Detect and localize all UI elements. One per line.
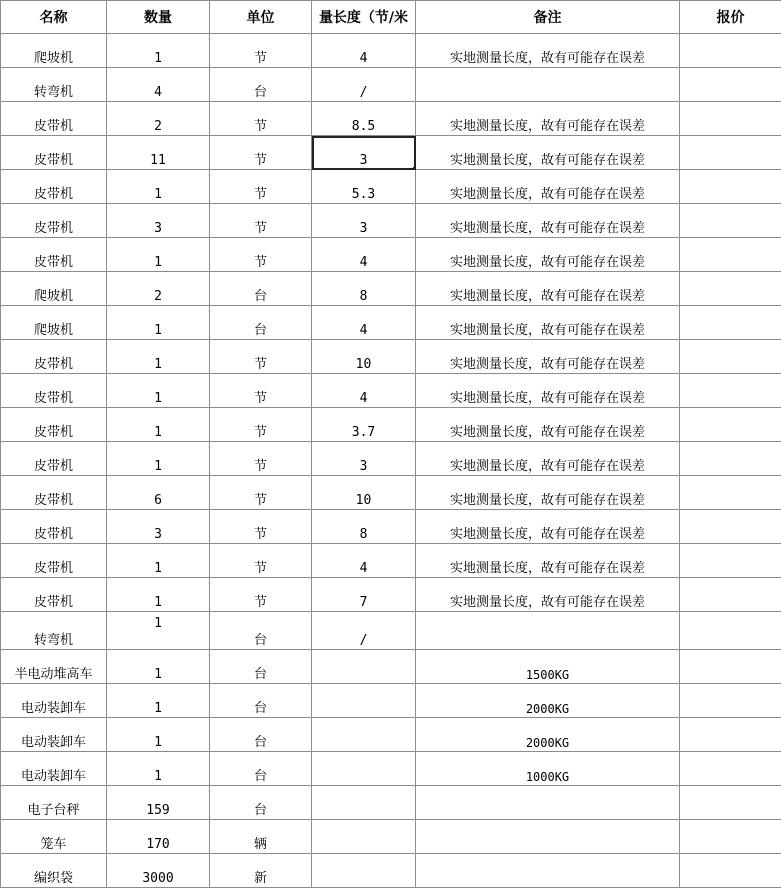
cell-price[interactable] [680,408,781,442]
table-row [1,718,781,752]
header-length[interactable]: 量长度（节/米 [312,1,416,34]
cell-note[interactable] [416,854,680,888]
table-row [1,650,781,684]
cell-qty[interactable]: 3000 [107,854,210,888]
cell-note[interactable]: 2000KG [416,718,680,752]
cell-unit[interactable]: 台 [210,272,312,306]
cell-name[interactable]: 转弯机 [1,68,107,102]
header-unit[interactable]: 单位 [210,1,312,34]
cell-note[interactable]: 实地测量长度，故有可能存在误差 [416,170,680,204]
cell-unit[interactable]: 节 [210,340,312,374]
cell-qty[interactable]: 11 [107,136,210,170]
cell-qty[interactable]: 1 [107,718,210,752]
cell-length[interactable]: / [312,612,416,650]
cell-name[interactable]: 皮带机 [1,510,107,544]
cell-price[interactable] [680,544,781,578]
cell-note[interactable] [416,820,680,854]
cell-qty[interactable]: 159 [107,786,210,820]
cell-unit[interactable]: 台 [210,752,312,786]
header-qty[interactable]: 数量 [107,1,210,34]
cell-unit[interactable]: 台 [210,306,312,340]
cell-unit[interactable]: 台 [210,68,312,102]
cell-price[interactable] [680,68,781,102]
table-body [1,34,781,888]
cell-unit[interactable]: 节 [210,510,312,544]
cell-note[interactable] [416,786,680,820]
cell-length[interactable] [312,854,416,888]
table-row [1,238,781,272]
cell-unit[interactable]: 辆 [210,820,312,854]
cell-length[interactable]: 10 [312,476,416,510]
cell-price[interactable] [680,272,781,306]
cell-qty[interactable]: 1 [107,374,210,408]
cell-length[interactable]: 8.5 [312,102,416,136]
cell-qty[interactable]: 6 [107,476,210,510]
cell-unit[interactable]: 台 [210,650,312,684]
table-row [1,786,781,820]
cell-note[interactable]: 实地测量长度，故有可能存在误差 [416,102,680,136]
cell-note[interactable]: 实地测量长度，故有可能存在误差 [416,238,680,272]
cell-unit[interactable]: 节 [210,170,312,204]
cell-name[interactable]: 皮带机 [1,408,107,442]
cell-name[interactable]: 半电动堆高车 [1,650,107,684]
cell-price[interactable] [680,136,781,170]
cell-qty[interactable]: 1 [107,578,210,612]
cell-unit[interactable]: 台 [210,786,312,820]
cell-price[interactable] [680,612,781,650]
cell-name[interactable]: 皮带机 [1,476,107,510]
cell-length[interactable]: 3 [312,442,416,476]
cell-note[interactable]: 1500KG [416,650,680,684]
cell-note[interactable]: 实地测量长度，故有可能存在误差 [416,442,680,476]
cell-price[interactable] [680,786,781,820]
header-name[interactable]: 名称 [1,1,107,34]
cell-length[interactable] [312,752,416,786]
cell-note[interactable]: 实地测量长度，故有可能存在误差 [416,340,680,374]
cell-length[interactable]: 5.3 [312,170,416,204]
cell-name[interactable]: 皮带机 [1,102,107,136]
table-row [1,442,781,476]
cell-name[interactable]: 爬坡机 [1,306,107,340]
cell-name[interactable]: 编织袋 [1,854,107,888]
cell-unit[interactable]: 节 [210,578,312,612]
cell-unit[interactable]: 节 [210,374,312,408]
cell-price[interactable] [680,718,781,752]
cell-qty[interactable]: 4 [107,68,210,102]
cell-name[interactable]: 皮带机 [1,442,107,476]
cell-name[interactable]: 爬坡机 [1,34,107,68]
table-row [1,510,781,544]
cell-price[interactable] [680,854,781,888]
cell-name[interactable]: 皮带机 [1,170,107,204]
table-row [1,136,781,170]
cell-qty[interactable]: 1 [107,752,210,786]
cell-unit[interactable]: 台 [210,718,312,752]
table-row [1,374,781,408]
cell-price[interactable] [680,374,781,408]
cell-unit[interactable]: 节 [210,204,312,238]
cell-length[interactable]: 4 [312,306,416,340]
cell-price[interactable] [680,510,781,544]
cell-unit[interactable]: 节 [210,408,312,442]
cell-qty[interactable]: 1 [107,340,210,374]
cell-name[interactable]: 皮带机 [1,136,107,170]
table-row [1,272,781,306]
cell-note[interactable]: 实地测量长度，故有可能存在误差 [416,374,680,408]
cell-unit[interactable]: 节 [210,442,312,476]
cell-name[interactable]: 皮带机 [1,204,107,238]
cell-price[interactable] [680,306,781,340]
table-row [1,854,781,888]
cell-note[interactable]: 实地测量长度，故有可能存在误差 [416,306,680,340]
cell-qty[interactable]: 3 [107,510,210,544]
cell-note[interactable]: 实地测量长度，故有可能存在误差 [416,204,680,238]
cell-length[interactable]: 10 [312,340,416,374]
cell-length[interactable]: 4 [312,544,416,578]
table-row [1,170,781,204]
cell-length[interactable]: 3 [312,204,416,238]
cell-unit[interactable]: 节 [210,34,312,68]
cell-length[interactable]: 8 [312,510,416,544]
cell-length[interactable]: 3.7 [312,408,416,442]
table-row [1,476,781,510]
table-row [1,408,781,442]
cell-length[interactable] [312,786,416,820]
cell-name[interactable]: 电动装卸车 [1,684,107,718]
cell-length[interactable]: 7 [312,578,416,612]
cell-name[interactable]: 电子台秤 [1,786,107,820]
cell-unit[interactable]: 节 [210,238,312,272]
table-row [1,544,781,578]
cell-price[interactable] [680,820,781,854]
table-row [1,306,781,340]
cell-length[interactable] [312,684,416,718]
table-row [1,340,781,374]
table-row [1,684,781,718]
cell-price[interactable] [680,170,781,204]
cell-qty[interactable]: 1 [107,612,210,650]
cell-qty[interactable]: 1 [107,544,210,578]
cell-name[interactable]: 皮带机 [1,578,107,612]
cell-note[interactable]: 实地测量长度，故有可能存在误差 [416,510,680,544]
table-row [1,102,781,136]
cell-price[interactable] [680,442,781,476]
cell-note[interactable]: 实地测量长度，故有可能存在误差 [416,544,680,578]
cell-unit[interactable]: 新 [210,854,312,888]
cell-length[interactable]: 4 [312,238,416,272]
cell-note[interactable]: 实地测量长度，故有可能存在误差 [416,272,680,306]
cell-length[interactable]: 8 [312,272,416,306]
cell-name[interactable]: 皮带机 [1,238,107,272]
cell-length[interactable]: 3 [312,136,416,170]
cell-length[interactable] [312,718,416,752]
cell-note[interactable]: 2000KG [416,684,680,718]
cell-length[interactable]: 4 [312,374,416,408]
cell-price[interactable] [680,650,781,684]
cell-note[interactable]: 实地测量长度，故有可能存在误差 [416,476,680,510]
cell-unit[interactable]: 节 [210,544,312,578]
table-row [1,204,781,238]
cell-price[interactable] [680,340,781,374]
cell-name[interactable]: 皮带机 [1,340,107,374]
cell-name[interactable]: 笼车 [1,820,107,854]
cell-note[interactable]: 实地测量长度，故有可能存在误差 [416,578,680,612]
header-note[interactable]: 备注 [416,1,680,34]
cell-name[interactable]: 转弯机 [1,612,107,650]
cell-qty[interactable]: 3 [107,204,210,238]
cell-price[interactable] [680,102,781,136]
table-row [1,820,781,854]
cell-note[interactable]: 实地测量长度，故有可能存在误差 [416,34,680,68]
cell-price[interactable] [680,752,781,786]
cell-name[interactable]: 电动装卸车 [1,752,107,786]
cell-unit[interactable]: 节 [210,136,312,170]
cell-qty[interactable]: 1 [107,408,210,442]
cell-price[interactable] [680,684,781,718]
cell-length[interactable] [312,650,416,684]
cell-length[interactable]: / [312,68,416,102]
cell-qty[interactable]: 2 [107,102,210,136]
cell-name[interactable]: 爬坡机 [1,272,107,306]
cell-qty[interactable]: 1 [107,238,210,272]
cell-qty[interactable]: 1 [107,34,210,68]
cell-length[interactable] [312,820,416,854]
table-row [1,612,781,650]
cell-qty[interactable]: 2 [107,272,210,306]
cell-length[interactable]: 4 [312,34,416,68]
cell-qty[interactable]: 1 [107,442,210,476]
cell-price[interactable] [680,204,781,238]
table-row [1,68,781,102]
cell-note[interactable]: 实地测量长度，故有可能存在误差 [416,408,680,442]
cell-name[interactable]: 皮带机 [1,374,107,408]
header-row [1,1,781,34]
cell-price[interactable] [680,578,781,612]
cell-price[interactable] [680,238,781,272]
cell-unit[interactable]: 台 [210,612,312,650]
cell-note[interactable] [416,68,680,102]
cell-qty[interactable]: 1 [107,684,210,718]
cell-qty[interactable]: 170 [107,820,210,854]
cell-qty[interactable]: 1 [107,170,210,204]
header-price[interactable]: 报价 [680,1,781,34]
table-row [1,34,781,68]
cell-unit[interactable]: 节 [210,102,312,136]
cell-unit[interactable]: 台 [210,684,312,718]
cell-note[interactable]: 1000KG [416,752,680,786]
table-row [1,752,781,786]
cell-name[interactable]: 皮带机 [1,544,107,578]
cell-name[interactable]: 电动装卸车 [1,718,107,752]
cell-qty[interactable]: 1 [107,306,210,340]
cell-note[interactable]: 实地测量长度，故有可能存在误差 [416,136,680,170]
cell-price[interactable] [680,34,781,68]
cell-note[interactable] [416,612,680,650]
table-row [1,578,781,612]
cell-qty[interactable]: 1 [107,650,210,684]
cell-unit[interactable]: 节 [210,476,312,510]
cell-price[interactable] [680,476,781,510]
